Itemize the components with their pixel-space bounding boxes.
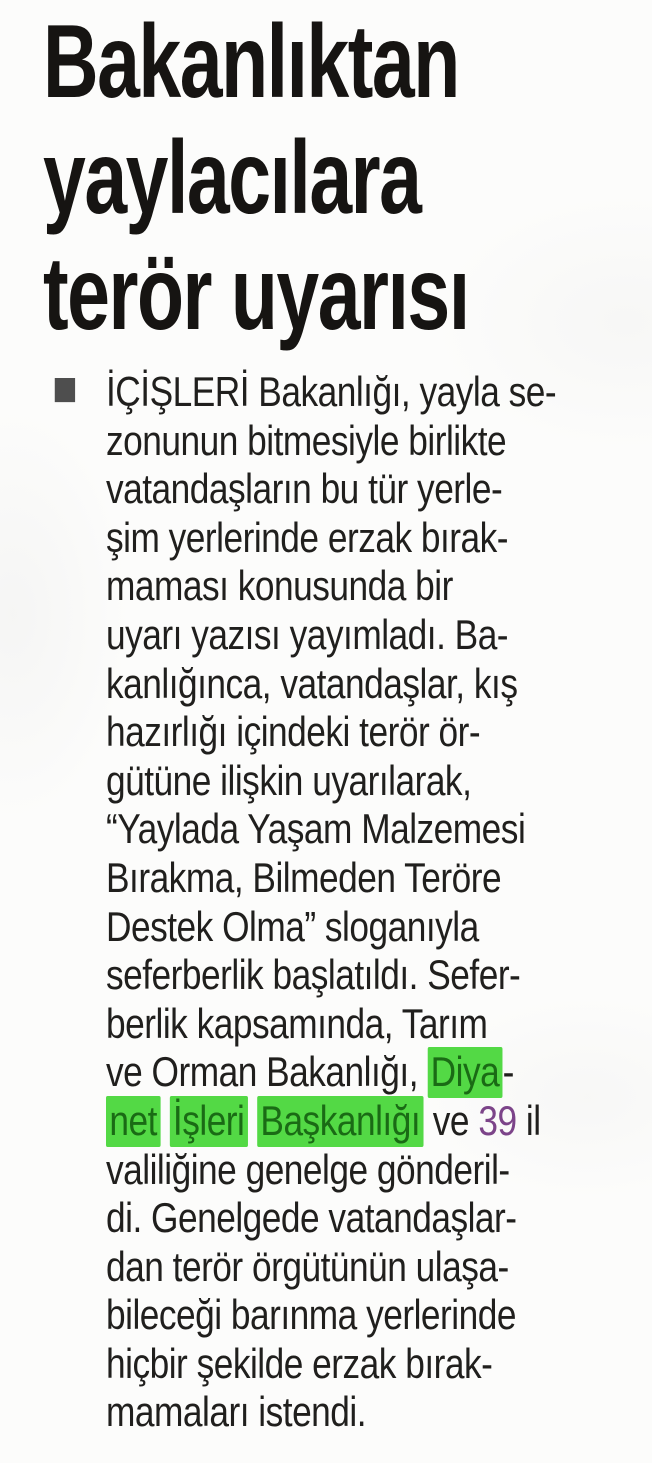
body-text-segment: şim yerlerinde erzak bırak-	[106, 513, 509, 561]
body-text-segment: kanlığınca, vatandaşlar, kış	[106, 659, 518, 707]
body-text-segment: il	[516, 1096, 541, 1144]
body-text-segment: mamaları istendi.	[106, 1388, 367, 1436]
body-line	[106, 1194, 556, 1243]
body-text-segment: ve Orman Bakanlığı,	[106, 1048, 428, 1096]
body-text-segment: hazırlığı içindeki terör ör-	[106, 708, 481, 756]
body-line	[106, 562, 556, 611]
body-text-segment: zonunun bitmesiyle birlikte	[106, 416, 507, 464]
body-line	[106, 805, 556, 854]
number-39: 39	[478, 1096, 517, 1144]
body-text-segment: hiçbir şekilde erzak bırak-	[106, 1339, 493, 1387]
article-headline	[43, 4, 469, 352]
body-line	[106, 708, 556, 757]
headline-line-3: terör uyarısı	[43, 236, 469, 352]
body-line	[106, 1048, 556, 1097]
body-text-segment: berlik kapsamında, Tarım	[106, 999, 488, 1047]
body-line	[106, 611, 556, 660]
body-text-segment	[248, 1097, 257, 1144]
paragraph-bullet-square: ■	[52, 360, 78, 416]
body-line	[106, 1097, 556, 1146]
highlighted-text: net	[106, 1096, 160, 1147]
highlighted-text: Diya	[427, 1047, 502, 1098]
body-line	[106, 854, 556, 903]
body-text-segment	[160, 1097, 169, 1144]
body-line	[106, 903, 556, 952]
headline-line-2: yaylacılara	[43, 120, 421, 236]
body-line	[106, 1388, 556, 1437]
body-line	[106, 1243, 556, 1292]
body-line	[106, 417, 556, 466]
body-line	[106, 1291, 556, 1340]
body-text-segment: ve	[423, 1096, 479, 1144]
body-line	[106, 757, 556, 806]
body-line	[106, 660, 556, 709]
body-line	[106, 951, 556, 1000]
body-line	[106, 1340, 556, 1389]
highlighted-text: Başkanlığı	[257, 1096, 423, 1147]
body-text-segment: vatandaşların bu tür yerle-	[106, 465, 503, 513]
body-text-segment: “Yaylada Yaşam Malzemesi	[106, 805, 526, 853]
body-line	[52, 360, 557, 417]
headline-line-1: Bakanlıktan	[43, 4, 459, 120]
body-text-segment: -	[502, 1048, 514, 1096]
body-line	[106, 514, 556, 563]
body-text-segment: bileceği barınma yerlerinde	[106, 1291, 516, 1339]
body-line	[106, 465, 556, 514]
body-text-segment: Destek Olma” sloganıyla	[106, 902, 479, 950]
body-text-segment: uyarı yazısı yayımladı. Ba-	[106, 610, 509, 658]
body-text-segment: valiliğine genelge gönderil-	[106, 1145, 510, 1193]
body-text-segment: gütüne ilişkin uyarılarak,	[106, 756, 472, 804]
body-text-segment: di. Genelgede vatandaşlar-	[106, 1194, 517, 1242]
body-line	[106, 1146, 556, 1195]
body-text-segment: Bırakma, Bilmeden Teröre	[106, 853, 502, 901]
body-text-segment: maması konusunda bir	[106, 562, 453, 610]
body-text-segment: seferberlik başlatıldı. Sefer-	[106, 951, 521, 999]
body-text-segment: İÇİŞLERİ Bakanlığı, yayla se-	[106, 368, 557, 415]
body-line	[106, 1000, 556, 1049]
highlighted-text: İşleri	[170, 1096, 248, 1147]
body-text-segment: dan terör örgütünün ulaşa-	[106, 1242, 509, 1290]
article-body	[52, 360, 557, 1437]
